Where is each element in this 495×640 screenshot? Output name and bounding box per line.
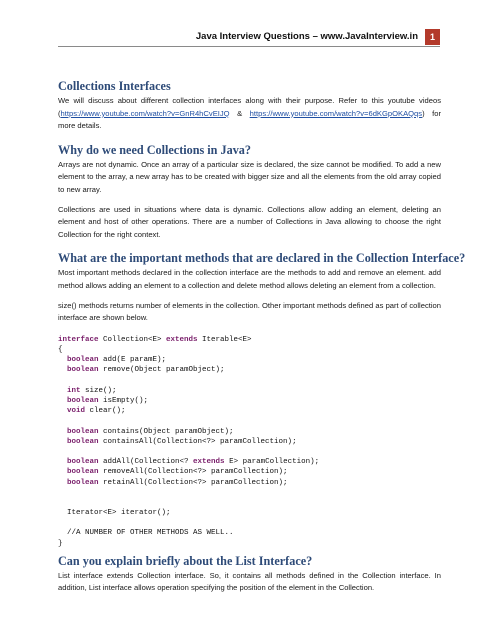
code-text: remove(Object paramObject); <box>98 366 225 375</box>
code-line <box>58 355 441 365</box>
code-line <box>58 406 441 416</box>
code-line <box>58 447 441 457</box>
code-line <box>58 386 441 396</box>
code-text: removeAll(Collection<?> paramCollection); <box>98 468 288 477</box>
code-keyword: boolean <box>67 366 99 375</box>
list-interface-paragraph: List interface extends Collection interface. So, it contains all methods defined in the Collection interface. In addition, List interface allows operation specifying the position of the element in the Collection. <box>58 570 441 593</box>
code-text <box>58 356 67 364</box>
code-text <box>58 428 67 436</box>
code-line <box>58 335 441 345</box>
code-line <box>58 396 441 406</box>
code-text: addAll(Collection<? <box>98 458 194 467</box>
heading-important-methods: What are the important methods that are declared in the Collection Interface? <box>58 251 466 266</box>
code-line <box>58 498 441 508</box>
header-title: Java Interview Questions – www.JavaInterview.in <box>195 31 418 42</box>
code-text: contains(Object paramObject); <box>98 427 234 436</box>
code-keyword: void <box>67 407 86 416</box>
code-keyword: boolean <box>67 356 99 365</box>
code-line <box>58 467 441 477</box>
code-keyword: boolean <box>67 468 99 477</box>
code-keyword: extends <box>193 458 225 467</box>
size-paragraph: size() methods returns number of elements in the collection. Other important methods defined as part of collection interface are shown below. <box>58 300 441 323</box>
code-line <box>58 437 441 447</box>
code-keyword: boolean <box>67 458 99 467</box>
code-text: size(); <box>80 386 117 395</box>
intro-after: ) for more details. <box>58 108 441 131</box>
code-line <box>58 528 441 538</box>
code-keyword: boolean <box>67 478 99 487</box>
code-text: Collection<E> <box>98 335 167 344</box>
code-keyword: boolean <box>67 437 99 446</box>
code-block <box>58 335 441 549</box>
page-number-badge: 1 <box>425 29 440 45</box>
methods-paragraph: Most important methods declared in the collection interface are the methods to add and remove an element. add method allows adding an element to a collection and delete method allows deleting an element from a collection. <box>58 268 441 290</box>
code-text <box>58 468 67 476</box>
code-text: Iterable<E> <box>197 335 252 344</box>
code-text: clear(); <box>85 407 126 416</box>
code-line <box>58 488 441 498</box>
code-keyword: extends <box>166 335 198 344</box>
heading-collections-interfaces: Collections Interfaces <box>58 79 171 93</box>
code-text: E> paramCollection); <box>224 458 320 467</box>
code-text: { <box>58 345 63 354</box>
code-line <box>58 457 441 467</box>
code-text <box>58 407 67 415</box>
code-text <box>58 366 67 374</box>
code-line <box>58 427 441 437</box>
intro-paragraph <box>58 95 441 133</box>
collections-dynamic-paragraph: Collections are used in situations where data is dynamic. Collections allow adding an element, deleting an element and host of other operations. There are a number of Collections in Java allowing to choose the right Collection for the right context. <box>58 204 441 239</box>
code-line <box>58 518 441 528</box>
code-text <box>58 387 67 395</box>
intro-text: We will discuss about different collection interfaces along with their purpose. Refer to this youtube videos ( <box>58 96 441 118</box>
intro-between: & <box>229 108 250 118</box>
page-content <box>58 78 466 595</box>
code-line <box>58 508 441 518</box>
code-text <box>58 438 67 446</box>
arrays-paragraph: Arrays are not dynamic. Once an array of a particular size is declared, the size cannot be modified. To add a new element to the array, a new array has to be created with bigger size and all the elements from the old array copied to new array. <box>58 159 441 194</box>
code-line <box>58 416 441 426</box>
code-text: } <box>58 539 63 548</box>
youtube-link-1[interactable]: https://www.youtube.com/watch?v=GnR4hCvEIJQ <box>60 108 230 118</box>
code-line <box>58 478 441 488</box>
code-text: Iterator<E> iterator(); <box>58 509 171 518</box>
code-text: containsAll(Collection<?> paramCollection); <box>98 437 297 446</box>
code-text: //A NUMBER OF OTHER METHODS AS WELL.. <box>58 529 234 538</box>
code-line <box>58 345 441 355</box>
youtube-link-2[interactable]: https://www.youtube.com/watch?v=6dKGpOKAQqs <box>249 108 423 118</box>
code-line <box>58 539 441 549</box>
code-text <box>58 458 67 466</box>
page-header <box>58 30 440 47</box>
code-text <box>58 397 67 405</box>
code-keyword: int <box>67 386 81 395</box>
code-text: add(E paramE); <box>98 356 167 365</box>
code-keyword: interface <box>58 335 99 344</box>
code-text: retainAll(Collection<?> paramCollection); <box>98 478 288 487</box>
code-keyword: boolean <box>67 427 99 436</box>
code-text <box>58 479 67 487</box>
code-line <box>58 376 441 386</box>
code-keyword: boolean <box>67 396 99 405</box>
heading-why-collections: Why do we need Collections in Java? <box>58 142 251 157</box>
heading-list-interface: Can you explain briefly about the List Interface? <box>58 553 313 568</box>
code-text: isEmpty(); <box>98 396 149 405</box>
code-line <box>58 365 441 375</box>
